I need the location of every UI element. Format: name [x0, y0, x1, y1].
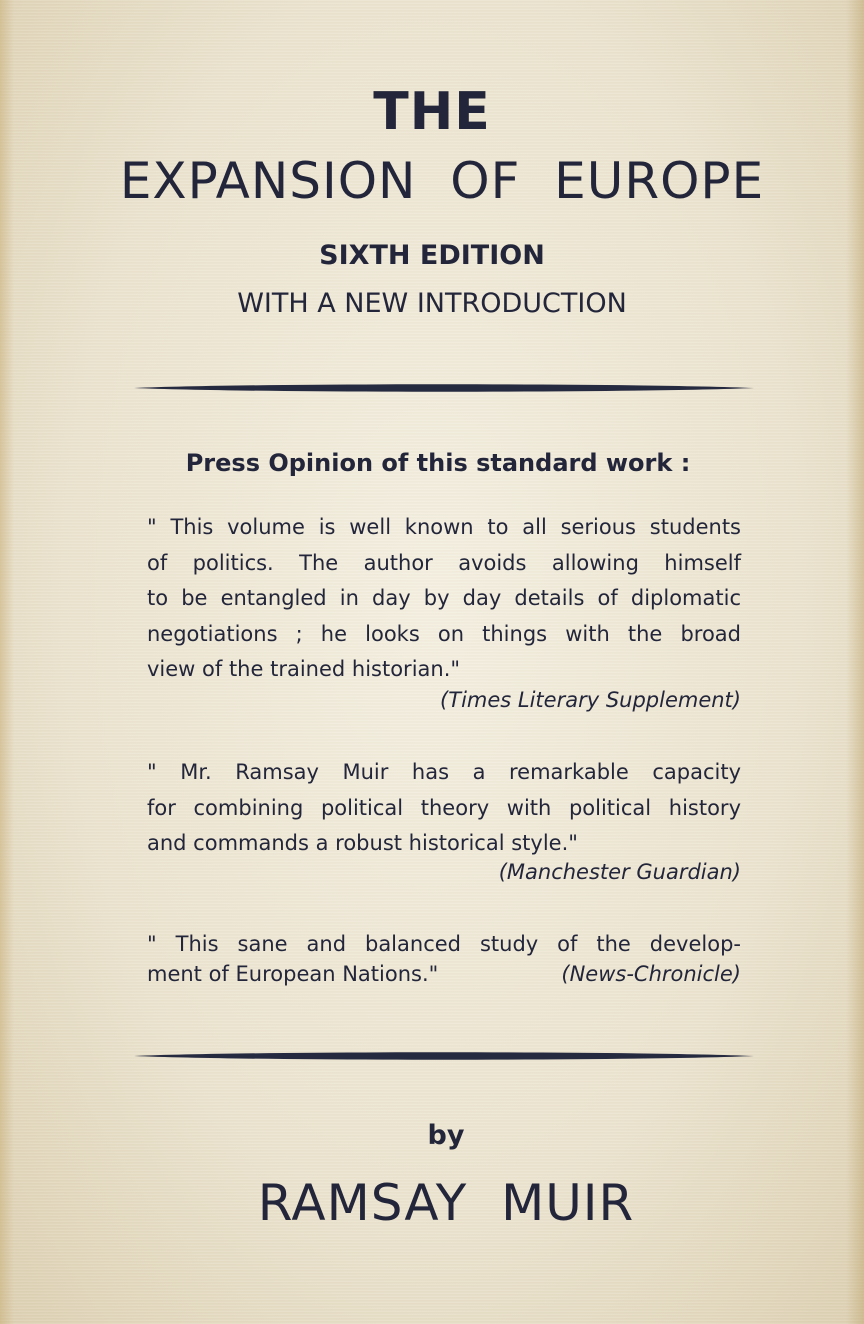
author-name: RAMSAY MUIR — [257, 1174, 635, 1232]
title-line-main: EXPANSION OF EUROPE — [119, 152, 765, 210]
introduction-label: WITH A NEW INTRODUCTION — [237, 288, 627, 319]
press-opinion-heading: Press Opinion of this standard work : — [185, 449, 691, 477]
quote-source-times: (Times Literary Supplement) — [440, 688, 741, 712]
top-divider-rule — [134, 382, 754, 394]
quote-line: view of the trained historian." — [147, 657, 461, 681]
quote-line: to be entangled in day by day details of diplomatic — [147, 586, 741, 610]
edition-label: SIXTH EDITION — [319, 240, 545, 271]
quote-source-news-chronicle: (News-Chronicle) — [561, 962, 741, 986]
title-line-the: THE — [373, 82, 491, 142]
quote-line: for combining political theory with political history — [147, 795, 741, 820]
quote-times — [147, 510, 741, 688]
quote-line: ment of European Nations." — [147, 962, 439, 986]
by-label: by — [427, 1120, 465, 1151]
bottom-divider-rule — [134, 1050, 754, 1062]
quote-manchester — [147, 755, 741, 862]
quote-line: " Mr. Ramsay Muir has a remarkable capacity — [147, 760, 741, 784]
quote-line: of politics. The author avoids allowing himself — [147, 550, 741, 575]
quote-source-manchester: (Manchester Guardian) — [498, 860, 741, 884]
quote-line: " This volume is well known to all serious students — [147, 515, 741, 539]
quote-line: and commands a robust historical style." — [147, 831, 578, 855]
quote-line: negotiations ; he looks on things with the broad — [147, 621, 741, 646]
quote-line: " This sane and balanced study of the develop- — [147, 932, 741, 956]
quote-news-chronicle — [147, 927, 741, 963]
